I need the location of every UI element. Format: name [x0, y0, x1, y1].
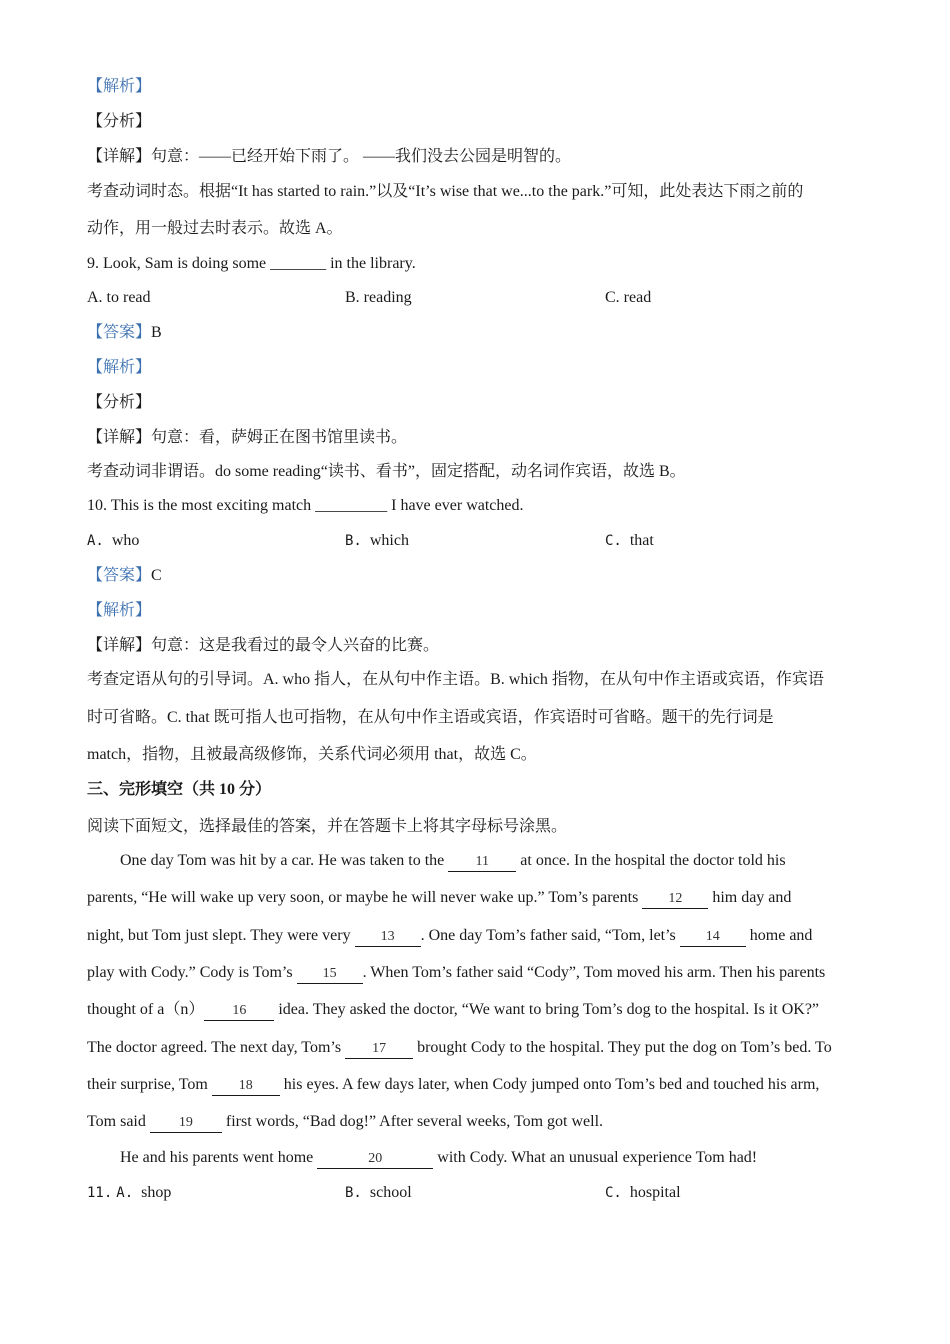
q9-jiexi: 【解析】 — [87, 359, 152, 376]
q11-option-a: 11. A. shop — [87, 1184, 172, 1201]
blank-14[interactable]: 14 — [680, 928, 746, 947]
q9-xiangjie: 【详解】句意：看，萨姆正在图书馆里读书。 — [87, 429, 408, 446]
blank-11[interactable]: 11 — [448, 853, 516, 872]
q8-fenxi: 【分析】 — [87, 113, 152, 130]
blank-18[interactable]: 18 — [212, 1077, 280, 1096]
q10-option-c: C. that — [605, 532, 654, 549]
q10-option-a: A. who — [87, 532, 140, 549]
q9-stem: 9. Look, Sam is doing some _______ in the library. — [87, 255, 416, 272]
section-3-instruction: 阅读下面短文，选择最佳的答案，并在答题卡上将其字母标号涂黑。 — [87, 818, 568, 835]
blank-19[interactable]: 19 — [150, 1114, 222, 1133]
q9-option-b: B. reading — [345, 289, 412, 306]
passage-line: parents, “He will wake up very soon, or maybe he will never wake up.” Tom’s parents 12 him day and — [87, 887, 791, 909]
q10-option-b: B. which — [345, 532, 409, 549]
passage-line: their surprise, Tom 18 his eyes. A few days later, when Cody jumped onto Tom’s bed and touched his arm, — [87, 1074, 819, 1096]
q10-explain-line-1: 考查定语从句的引导词。A. who 指人，在从句中作主语。B. which 指物，在从句中作主语或宾语，作宾语 — [87, 671, 824, 688]
q10-answer: 【答案】C — [87, 567, 162, 584]
q10-explain-line-3: match，指物，且被最高级修饰，关系代词必须用 that，故选 C。 — [87, 746, 537, 763]
q8-explain-line-2: 动作，用一般过去时表示。故选 A。 — [87, 220, 343, 237]
q9-option-c: C. read — [605, 289, 652, 306]
q11-option-c: C. hospital — [605, 1184, 681, 1201]
blank-17[interactable]: 17 — [345, 1040, 413, 1059]
q10-xiangjie: 【详解】句意：这是我看过的最令人兴奋的比赛。 — [87, 637, 440, 654]
passage-line: He and his parents went home 20 with Cody. What an unusual experience Tom had! — [120, 1147, 757, 1169]
passage-line: One day Tom was hit by a car. He was taken to the 11 at once. In the hospital the doctor told his — [120, 850, 786, 872]
passage-line: night, but Tom just slept. They were very 13 . One day Tom’s father said, “Tom, let’s 14 home and — [87, 925, 812, 947]
passage-line: The doctor agreed. The next day, Tom’s 17 brought Cody to the hospital. They put the dog on Tom’s bed. To — [87, 1037, 832, 1059]
passage-line: Tom said 19 first words, “Bad dog!” After several weeks, Tom got well. — [87, 1111, 603, 1133]
passage-line: thought of a（n） 16 idea. They asked the doctor, “We want to bring Tom’s dog to the hospital. Is it OK?” — [87, 999, 819, 1021]
q9-option-a: A. to read — [87, 289, 151, 306]
passage-line: play with Cody.” Cody is Tom’s 15 . When Tom’s father said “Cody”, Tom moved his arm. Then his parents — [87, 962, 825, 984]
blank-20[interactable]: 20 — [317, 1150, 433, 1169]
blank-16[interactable]: 16 — [204, 1002, 274, 1021]
q9-answer: 【答案】B — [87, 324, 162, 341]
section-3-heading: 三、完形填空（共 10 分） — [87, 781, 272, 798]
q11-option-b: B. school — [345, 1184, 412, 1201]
q8-xiangjie: 【详解】句意：——已经开始下雨了。 ——我们没去公园是明智的。 — [87, 148, 572, 165]
q8-explain-line-1: 考查动词时态。根据“It has started to rain.”以及“It’s wise that we...to the park.”可知，此处表达下雨之前的 — [87, 183, 804, 200]
blank-15[interactable]: 15 — [297, 965, 363, 984]
blank-13[interactable]: 13 — [355, 928, 421, 947]
q10-explain-line-2: 时可省略。C. that 既可指人也可指物，在从句中作主语或宾语，作宾语时可省略。题干的先行词是 — [87, 709, 774, 726]
q9-fenxi: 【分析】 — [87, 394, 152, 411]
q10-stem: 10. This is the most exciting match _________ I have ever watched. — [87, 497, 524, 514]
blank-12[interactable]: 12 — [642, 890, 708, 909]
q9-explain: 考查动词非谓语。do some reading“读书、看书”，固定搭配，动名词作宾语，故选 B。 — [87, 463, 686, 480]
q8-jiexi: 【解析】 — [87, 78, 152, 95]
q10-jiexi: 【解析】 — [87, 602, 152, 619]
